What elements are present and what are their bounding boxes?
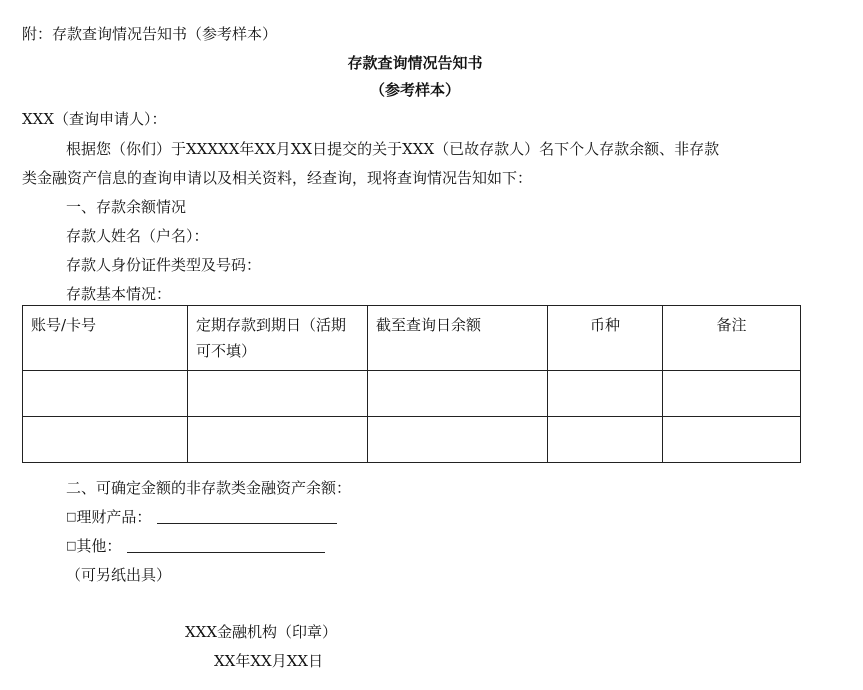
section2-heading: 二、可确定金额的非存款类金融资产余额： [66,479,352,497]
header-account: 账号/卡号 [23,306,188,371]
paragraph-line-2: 类金融资产信息的查询申请以及相关资料，经查询，现将查询情况告知如下： [22,169,533,187]
table-row [23,417,801,463]
checkbox-icon: □ [66,510,77,523]
addressee: XXX（查询申请人）： [22,110,167,128]
other-label: 其他： [76,537,122,555]
signature-date: XX年XX月XX日 [214,652,324,670]
financial-products-label: 理财产品： [76,508,152,526]
financial-products-blank [157,507,337,524]
table-cell [23,417,188,463]
document-title: 存款查询情况告知书 [347,54,483,72]
financial-products-line [66,507,337,527]
table-cell [23,371,188,417]
table-cell [663,371,801,417]
other-line [66,536,325,556]
table-header-row [23,306,801,371]
other-blank [127,536,325,553]
header-currency: 币种 [548,306,663,371]
paragraph-line-1: 根据您（你们）于XXXXX年XX月XX日提交的关于XXX（已故存款人）名下个人存款余额、非存款 [66,140,720,158]
header-maturity-date: 定期存款到期日（活期可不填） [188,306,368,371]
deposit-table [22,305,801,463]
depositor-name-label: 存款人姓名（户名）： [66,227,209,245]
separate-paper-note: （可另纸出具） [66,566,172,584]
table-cell [368,417,548,463]
header-remarks: 备注 [663,306,801,371]
document-subtitle: （参考样本） [369,81,460,99]
header-balance: 截至查询日余额 [368,306,548,371]
depositor-id-label: 存款人身份证件类型及号码： [66,256,262,274]
table-cell [548,371,663,417]
checkbox-icon: □ [66,539,77,552]
institution-seal-line: XXX金融机构（印章） [185,623,338,641]
table-cell [663,417,801,463]
annex-line: 附：存款查询情况告知书（参考样本） [22,25,278,43]
table-row [23,371,801,417]
section1-heading: 一、存款余额情况 [66,198,187,216]
table-cell [188,417,368,463]
deposit-basic-label: 存款基本情况： [66,285,172,303]
table-cell [368,371,548,417]
table-cell [548,417,663,463]
table-cell [188,371,368,417]
